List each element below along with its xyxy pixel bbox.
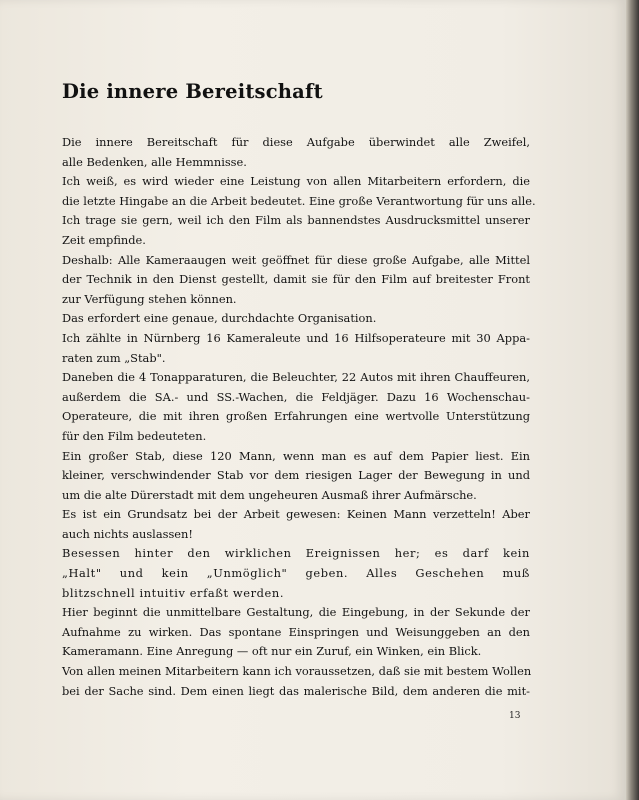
text-line: für den Film bedeuteten. bbox=[62, 428, 207, 443]
text-line: Hier beginnt die unmittelbare Gestaltung, die Eingebung, in der Sekunde der bbox=[62, 605, 530, 620]
text-line: Operateure, die mit ihren großen Erfahrungen eine wertvolle Unterstützung bbox=[62, 409, 530, 424]
text-line: Es ist ein Grundsatz bei der Arbeit gewesen: Keinen Mann verzetteln! Aber bbox=[62, 507, 530, 522]
text-line: Ein großer Stab, diese 120 Mann, wenn man es auf dem Papier liest. Ein bbox=[62, 448, 530, 463]
paragraph bbox=[62, 447, 530, 506]
text-line: blitzschnell intuitiv erfaßt werden. bbox=[62, 585, 285, 600]
paragraph bbox=[62, 505, 530, 544]
paragraph bbox=[62, 329, 530, 368]
paragraph bbox=[62, 662, 530, 701]
text-line: der Technik in den Dienst gestellt, damit sie für den Film auf breitester Front bbox=[62, 272, 530, 287]
text-line: alle Bedenken, alle Hemmnisse. bbox=[62, 154, 247, 169]
paragraph bbox=[62, 133, 530, 172]
paragraph bbox=[62, 603, 530, 662]
paragraph bbox=[62, 544, 530, 603]
text-line: Ich trage sie gern, weil ich den Film als bannendstes Ausdrucksmittel unserer bbox=[62, 213, 530, 228]
text-line: Aufnahme zu wirken. Das spontane Einspringen und Weisunggeben an den bbox=[62, 624, 530, 639]
text-line: Daneben die 4 Tonapparaturen, die Beleuchter, 22 Autos mit ihren Chauffeuren, bbox=[62, 370, 530, 385]
text-line: zur Verfügung stehen können. bbox=[62, 291, 237, 306]
paragraph bbox=[62, 251, 530, 310]
text-line: um die alte Dürerstadt mit dem ungeheuren Ausmaß ihrer Aufmärsche. bbox=[62, 487, 477, 502]
page-title: Die innere Bereitschaft bbox=[62, 80, 323, 103]
body-text bbox=[62, 133, 536, 701]
text-line: außerdem die SA.- und SS.-Wachen, die Feldjäger. Dazu 16 Wochenschau- bbox=[62, 389, 530, 404]
page-edge bbox=[626, 0, 639, 800]
text-line: Zeit empfinde. bbox=[62, 232, 146, 247]
page-number: 13 bbox=[509, 711, 521, 721]
text-line: „Halt" und kein „Unmöglich" geben. Alles Geschehen muß bbox=[62, 566, 530, 581]
text-line: bei der Sache sind. Dem einen liegt das malerische Bild, dem anderen die mit- bbox=[62, 683, 530, 698]
text-line: Besessen hinter den wirklichen Ereignissen her; es darf kein bbox=[62, 546, 530, 561]
text-line: Ich weiß, es wird wieder eine Leistung von allen Mitarbeitern erfordern, die bbox=[62, 174, 530, 189]
paragraph bbox=[62, 211, 530, 250]
text-line: Kameramann. Eine Anregung — oft nur ein Zuruf, ein Winken, ein Blick. bbox=[62, 644, 482, 659]
text-line: Die innere Bereitschaft für diese Aufgabe überwindet alle Zweifel, bbox=[62, 135, 530, 149]
text-line: Ich zählte in Nürnberg 16 Kameraleute und 16 Hilfsoperateure mit 30 Appa- bbox=[62, 330, 530, 345]
text-line: Deshalb: Alle Kameraaugen weit geöffnet für diese große Aufgabe, alle Mittel bbox=[62, 252, 530, 267]
paragraph bbox=[62, 309, 530, 329]
paragraph bbox=[62, 368, 530, 446]
text-line: Von allen meinen Mitarbeitern kann ich voraussetzen, daß sie mit bestem Wollen bbox=[62, 664, 532, 679]
text-line: Das erfordert eine genaue, durchdachte Organisation. bbox=[62, 311, 377, 326]
paragraph bbox=[62, 172, 536, 211]
text-line: raten zum „Stab". bbox=[62, 350, 166, 365]
text-line: auch nichts auslassen! bbox=[62, 526, 193, 541]
text-line: die letzte Hingabe an die Arbeit bedeutet. Eine große Verantwortung für uns alle. bbox=[62, 193, 536, 208]
text-line: kleiner, verschwindender Stab vor dem riesigen Lager der Bewegung in und bbox=[62, 468, 530, 483]
